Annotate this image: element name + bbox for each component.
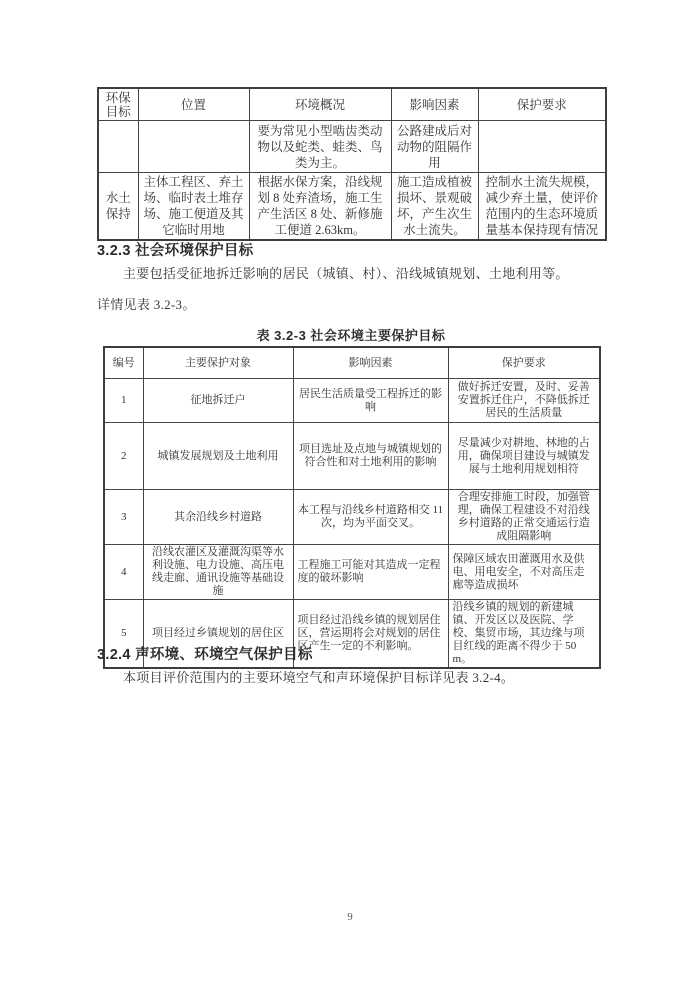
table-cell: 征地拆迁户 — [143, 379, 293, 423]
column-header: 环境概况 — [249, 88, 391, 121]
table-cell: 城镇发展规划及土地利用 — [143, 423, 293, 490]
column-header: 位置 — [138, 88, 249, 121]
table-cell — [98, 121, 138, 173]
row-number-cell: 2 — [104, 423, 143, 490]
table-cell: 沿线乡镇的规划的新建城镇、开发区以及医院、学校、集贸市场，其边缘与项目红线的距离不得少于 50m。 — [448, 600, 600, 669]
table-cell — [478, 121, 606, 173]
table-cell: 施工造成植被损坏、景观破坏，产生次生水土流失。 — [391, 173, 478, 241]
table-cell: 主体工程区、弃土场、临时表土堆存场、施工便道及其它临时用地 — [138, 173, 249, 241]
table-row — [104, 545, 600, 600]
row-number-cell: 5 — [104, 600, 143, 669]
paragraph-line: 主要包括受征地拆迁影响的居民（城镇、村）、沿线城镇规划、土地利用等。 — [123, 266, 569, 281]
table-cell: 要为常见小型啮齿类动物以及蛇类、蛙类、鸟类为主。 — [249, 121, 391, 173]
column-header: 保护要求 — [478, 88, 606, 121]
table-row — [98, 173, 606, 241]
table-cell: 项目经过沿线乡镇的规划居住区，营运期将会对规划的居住区产生一定的不利影响。 — [293, 600, 448, 669]
paragraph-line: 本项目评价范围内的主要环境空气和声环境保护目标详见表 3.2-4。 — [123, 670, 515, 685]
column-header: 主要保护对象 — [143, 347, 293, 379]
column-header: 影响因素 — [391, 88, 478, 121]
row-number-cell: 3 — [104, 490, 143, 545]
eco-protection-table — [97, 87, 607, 241]
table-cell: 项目选址及点地与城镇规划的符合性和对土地利用的影响 — [293, 423, 448, 490]
table-header-row — [104, 347, 600, 379]
page-number: 9 — [347, 911, 353, 923]
column-header: 编号 — [104, 347, 143, 379]
section-324-paragraph — [97, 662, 605, 693]
table-cell: 尽量减少对耕地、林地的占用，确保项目建设与城镇发展与土地利用规划相符 — [448, 423, 600, 490]
table-cell: 做好拆迁安置，及时、妥善安置拆迁住户，不降低拆迁居民的生活质量 — [448, 379, 600, 423]
column-header: 影响因素 — [293, 347, 448, 379]
section-heading-323: 3.2.3 社会环境保护目标 — [97, 243, 254, 259]
table-header-row — [98, 88, 606, 121]
section-heading-324: 3.2.4 声环境、环境空气保护目标 — [97, 647, 313, 663]
table-row — [104, 490, 600, 545]
table-cell: 工程施工可能对其造成一定程度的破坏影响 — [293, 545, 448, 600]
table-cell: 保障区域农田灌溉用水及供电、用电安全，不对高压走廊等造成损坏 — [448, 545, 600, 600]
table-social-caption: 表 3.2-3 社会环境主要保护目标 — [256, 328, 446, 343]
row-number-cell: 1 — [104, 379, 143, 423]
social-env-protection-table — [103, 346, 601, 669]
column-header: 保护要求 — [448, 347, 600, 379]
table-row — [104, 379, 600, 423]
table-row — [104, 423, 600, 490]
table-cell — [138, 121, 249, 173]
table-cell: 沿线农灌区及灌溉沟渠等水利设施、电力设施、高压电线走廊、通讯设施等基础设施 — [143, 545, 293, 600]
table-cell: 水土保持 — [98, 173, 138, 241]
paragraph-line: 详情见表 3.2-3。 — [97, 297, 196, 312]
table-cell: 居民生活质量受工程拆迁的影响 — [293, 379, 448, 423]
table-cell: 本工程与沿线乡村道路相交 11 次，均为平面交叉。 — [293, 490, 448, 545]
section-323-paragraph — [97, 258, 605, 320]
row-number-cell: 4 — [104, 545, 143, 600]
table-cell: 项目经过乡镇规划的居住区 — [143, 600, 293, 669]
column-header: 环保目标 — [98, 88, 138, 121]
table-cell: 控制水土流失规模，减少弃土量，使评价范围内的生态环境质量基本保持现有情况 — [478, 173, 606, 241]
table-cell: 其余沿线乡村道路 — [143, 490, 293, 545]
table-cell: 根据水保方案，沿线规划 8 处弃渣场，施工生产生活区 8 处、新修施工便道 2.63km。 — [249, 173, 391, 241]
table-cell: 公路建成后对动物的阻隔作用 — [391, 121, 478, 173]
table-row — [98, 121, 606, 173]
table-cell: 合理安排施工时段，加强管理，确保工程建设不对沿线乡村道路的正常交通运行造成阻隔影响 — [448, 490, 600, 545]
